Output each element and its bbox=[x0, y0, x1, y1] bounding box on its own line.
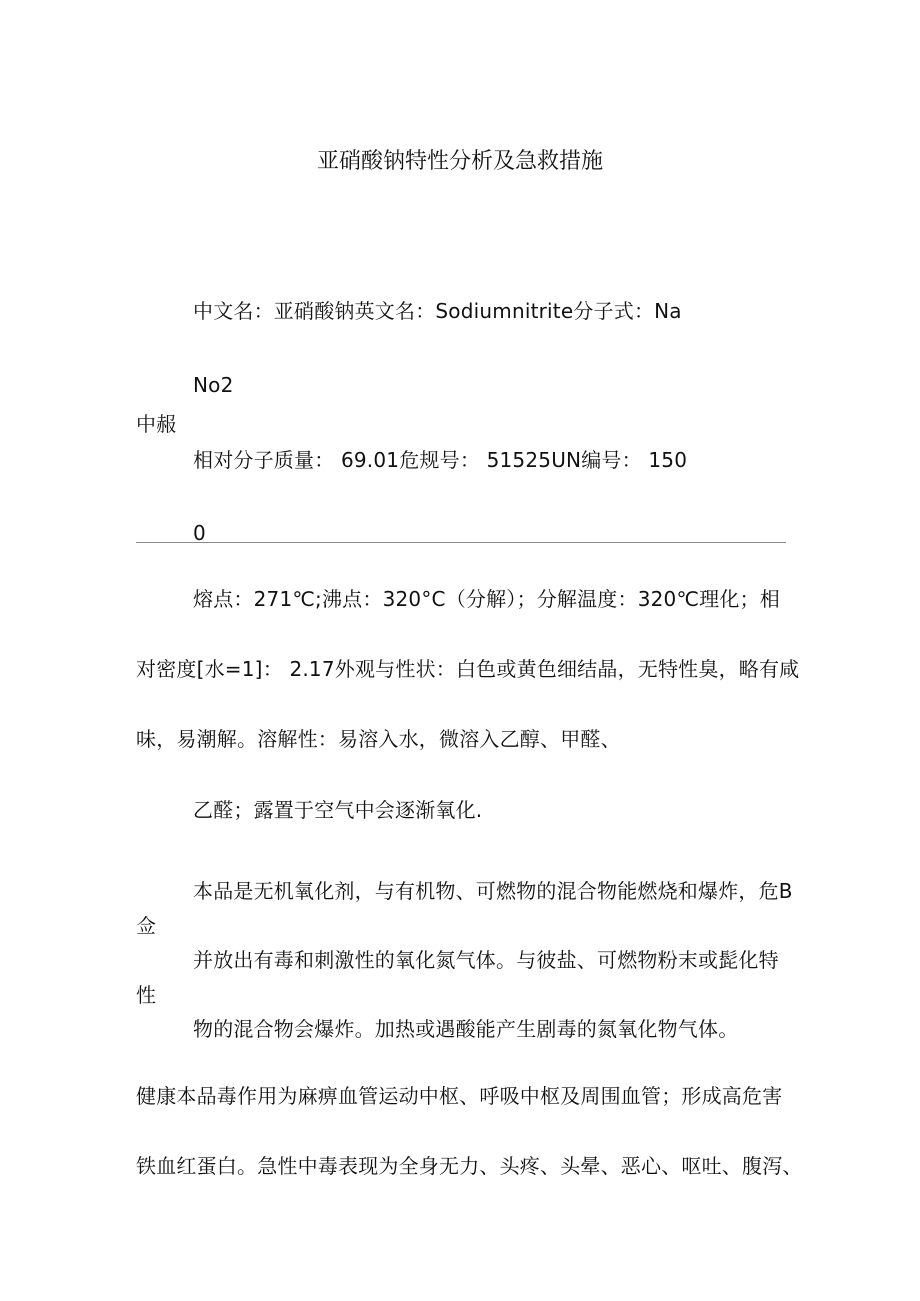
identity-line-2: No2 bbox=[193, 373, 234, 397]
properties-line-1: 熔点：271℃;沸点：320°C（分解）；分解温度：320℃理化；相 bbox=[193, 587, 780, 611]
hazard-side-label-1: 佥 bbox=[136, 914, 157, 938]
properties-line-4: 乙醛；露置于空气中会逐渐氧化. bbox=[193, 798, 483, 822]
hazard-line-2: 并放出有毒和刺激性的氧化氮气体。与彼盐、可燃物粉末或髭化特 bbox=[193, 948, 779, 972]
identity-line-1: 中文名：亚硝酸钠英文名：Sodiumnitrite分子式：Na bbox=[193, 299, 682, 323]
section-divider bbox=[136, 542, 786, 543]
hazard-side-label-2: 性 bbox=[136, 983, 157, 1007]
health-line-2: 铁血红蛋白。急性中毒表现为全身无力、头疼、头晕、恶心、呕吐、腹泻、 bbox=[136, 1154, 803, 1178]
identity-line-4: 0 bbox=[193, 521, 206, 545]
properties-line-3: 味，易潮解。溶解性：易溶入水，微溶入乙醇、甲醛、 bbox=[136, 727, 621, 751]
identity-line-3: 相对分子质量： 69.01危规号： 51525UN编号： 150 bbox=[193, 448, 688, 472]
identity-side-label: 中赧 bbox=[136, 412, 177, 436]
properties-line-2: 对密度[水=1]： 2.17外观与性状：白色或黄色细结晶，无特性臭，略有咸 bbox=[136, 657, 800, 681]
health-line-1: 健康本品毒作用为麻痹血管运动中枢、呼吸中枢及周围血管；形成高危害 bbox=[136, 1084, 783, 1108]
hazard-line-3: 物的混合物会爆炸。加热或遇酸能产生剧毒的氮氧化物气体。 bbox=[193, 1017, 739, 1041]
document-title: 亚硝酸钠特性分析及急救措施 bbox=[316, 149, 603, 174]
hazard-line-1: 本品是无机氧化剂，与有机物、可燃物的混合物能燃烧和爆炸，危B bbox=[193, 879, 793, 903]
